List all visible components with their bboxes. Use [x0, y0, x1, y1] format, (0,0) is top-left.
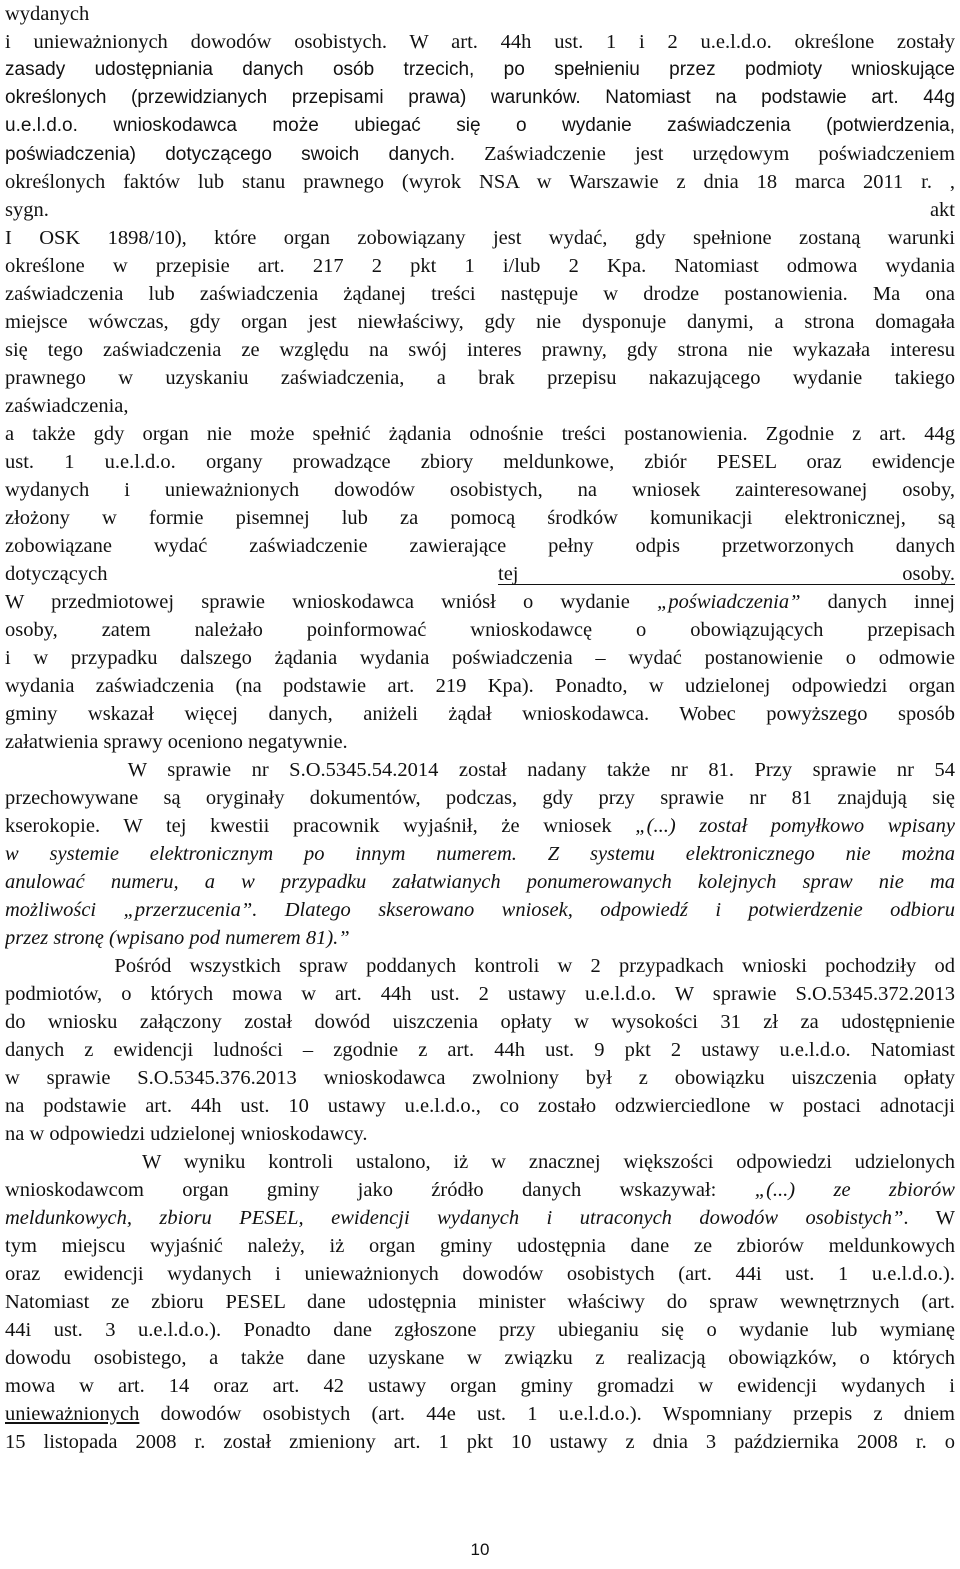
- text-run: wydanych: [5, 3, 90, 25]
- text-run: anulować numeru, a w przypadku załatwianych ponumerowanych kolejnych spraw nie ma: [5, 871, 955, 893]
- text-run: Natomiast ze zbioru PESEL dane udostępnia minister właściwy do spraw wewnętrznych (art.: [5, 1291, 955, 1313]
- text-line: [5, 420, 955, 448]
- text-run: dowodów osobistych (art. 44e ust. 1 u.e.l.d.o.). Wspomniany przepis z dniem: [139, 1403, 955, 1425]
- text-line: [5, 1120, 955, 1148]
- text-line: [5, 364, 955, 392]
- text-run: na w odpowiedzi udzielonej wnioskodawcy.: [5, 1123, 368, 1145]
- text-line: [5, 840, 955, 868]
- text-line: [5, 280, 955, 308]
- text-run: zobowiązane wydać zaświadczenie zawierające pełny odpis przetworzonych danych: [5, 535, 955, 557]
- text-run: podmiotów, o których mowa w art. 44h ust. 2 ustawy u.e.l.d.o. W sprawie S.O.5345.372.2013: [5, 983, 955, 1005]
- text-line: [5, 224, 955, 252]
- text-run: dowodu osobistego, a także dane uzyskane w związku z realizacją obowiązków, o których: [5, 1347, 955, 1369]
- text-run: ust. 1 u.e.l.d.o. organy prowadzące zbiory meldunkowe, zbiór PESEL oraz ewidencje: [5, 451, 955, 473]
- text-line: [5, 896, 955, 924]
- text-line: [5, 952, 955, 980]
- text-line: [5, 1036, 955, 1064]
- text-line: [5, 1232, 955, 1260]
- text-run: możliwości „przerzucenia”. Dlatego skserowano wniosek, odpowiedź i potwierdzenie odbioru: [5, 899, 955, 921]
- text-line: [5, 1064, 955, 1092]
- text-line: [5, 476, 955, 504]
- text-line: [5, 308, 955, 336]
- text-line: [5, 588, 955, 616]
- text-run: danych innej: [800, 591, 955, 613]
- text-line: [5, 1344, 955, 1372]
- text-run: określonych faktów lub stanu prawnego (wyrok NSA w Warszawie z dnia 18 marca 2011 r. ,: [5, 171, 955, 193]
- text-run: u.e.l.d.o. wnioskodawca może ubiegać się o wydanie zaświadczenia (potwierdzenia,: [5, 115, 955, 136]
- text-run: „(...) został pomyłkowo wpisany: [635, 815, 955, 837]
- text-line: [5, 560, 955, 588]
- text-line: [5, 980, 955, 1008]
- text-line: [5, 1148, 955, 1176]
- text-line: [5, 1260, 955, 1288]
- text-run: kserokopie. W tej kwestii pracownik wyjaśnił, że wniosek: [5, 815, 636, 837]
- text-line: [5, 812, 955, 840]
- text-line: [5, 728, 955, 756]
- text-run: się tego zaświadczenia ze względu na swój interes prawny, gdy strona nie wykazała interesu: [5, 339, 955, 361]
- text-run: określonych (przewidzianych przepisami prawa) warunków. Natomiast na podstawie art. 44g: [5, 87, 955, 108]
- text-run: przez stronę (wpisano pod numerem 81).”: [5, 927, 350, 949]
- text-run: a także gdy organ nie może spełnić żądania odnośnie treści postanowienia. Zgodnie z art. 44g: [5, 423, 955, 445]
- text-line: [5, 1372, 955, 1400]
- text-run: przechowywane są oryginały dokumentów, podczas, gdy przy sprawie nr 81 znajdują się: [5, 787, 955, 809]
- text-line: [5, 644, 955, 672]
- text-run: W wyniku kontroli ustalono, iż w znacznej większości odpowiedzi udzielonych: [5, 1151, 955, 1173]
- text-line: [5, 616, 955, 644]
- text-line: [5, 448, 955, 476]
- text-line: [5, 196, 955, 224]
- text-run: oraz ewidencji wydanych i unieważnionych dowodów osobistych (art. 44i ust. 1 u.e.l.d.o.).: [5, 1263, 955, 1285]
- text-run: W przedmiotowej sprawie wnioskodawca wniósł o wydanie: [5, 591, 657, 613]
- text-line: [5, 0, 955, 28]
- text-run: unieważnionych: [5, 1403, 140, 1425]
- text-run: tym miejscu wyjaśnić należy, iż organ gminy udostępnia dane ze zbiorów meldunkowych: [5, 1235, 955, 1257]
- text-run: Pośród wszystkich spraw poddanych kontroli w 2 przypadkach wnioski pochodziły od: [5, 955, 955, 977]
- text-run: w systemie elektronicznym po innym numerem. Z systemu elektronicznego nie można: [5, 843, 955, 865]
- text-line: [5, 868, 955, 896]
- underline-rule: [498, 560, 955, 585]
- text-run: miejsce wówczas, gdy organ jest niewłaściwy, gdy nie dysponuje danymi, a strona domagała: [5, 311, 955, 333]
- text-run: na podstawie art. 44h ust. 10 ustawy u.e.l.d.o., co zostało odzwierciedlone w postaci adnotacji: [5, 1095, 955, 1117]
- text-line: [5, 168, 955, 196]
- text-run: poświadczenia) dotyczącego swoich danych.: [5, 144, 455, 165]
- text-run: wnioskodawcom organ gminy jako źródło danych wskazywał:: [5, 1179, 755, 1201]
- text-run: dotyczących: [5, 563, 108, 585]
- text-run: zaświadczenia lub zaświadczenia żądanej treści następuje w drodze postanowienia. Ma ona: [5, 283, 955, 305]
- text-run: . W: [903, 1207, 955, 1229]
- text-run: prawnego w uzyskaniu zaświadczenia, a brak przepisu nakazującego wydanie takiego: [5, 367, 955, 389]
- text-line: [5, 252, 955, 280]
- text-run: akt: [929, 199, 955, 221]
- text-run: zasady udostępniania danych osób trzecich, po spełnieniu przez podmioty wnioskujące: [5, 59, 955, 80]
- text-run: załatwienia sprawy oceniono negatywnie.: [5, 731, 348, 753]
- text-line: [5, 28, 955, 56]
- text-run: do wniosku załączony został dowód uiszczenia opłaty w wysokości 31 zł za udostępnienie: [5, 1011, 955, 1033]
- text-line: [5, 1288, 955, 1316]
- text-run: wydanych i unieważnionych dowodów osobistych, na wniosek zainteresowanej osoby,: [5, 479, 955, 501]
- text-run: 15 listopada 2008 r. został zmieniony art. 1 pkt 10 ustawy z dnia 3 października 2008 r. o: [5, 1431, 955, 1453]
- text-run: 44i ust. 3 u.e.l.d.o.). Ponadto dane zgłoszone przy ubieganiu się o wydanie lub wymianę: [5, 1319, 955, 1341]
- text-run: wydania zaświadczenia (na podstawie art. 219 Kpa). Ponadto, w udzielonej odpowiedzi organ: [5, 675, 955, 697]
- page-number: 10: [470, 1540, 490, 1559]
- text-run: i w przypadku dalszego żądania wydania poświadczenia – wydać postanowienie o odmowie: [5, 647, 955, 669]
- text-line: [5, 392, 955, 420]
- text-run: zaświadczenia,: [5, 395, 129, 417]
- text-line: [5, 756, 955, 784]
- text-line: [5, 700, 955, 728]
- text-line: [5, 1316, 955, 1344]
- text-line: [5, 1400, 955, 1428]
- text-run: w sprawie S.O.5345.376.2013 wnioskodawca zwolniony był z obowiązku uiszczenia opłaty: [5, 1067, 955, 1089]
- text-line: [5, 84, 955, 112]
- text-run: danych z ewidencji ludności – zgodnie z art. 44h ust. 9 pkt 2 ustawy u.e.l.d.o. Natomiast: [5, 1039, 955, 1061]
- text-line: [5, 56, 955, 84]
- text-run: sygn.: [5, 199, 49, 221]
- text-line: [5, 336, 955, 364]
- text-run: meldunkowych, zbioru PESEL, ewidencji wydanych i utraconych dowodów osobistych”: [5, 1207, 904, 1229]
- text-run: I OSK 1898/10), które organ zobowiązany jest wydać, gdy spełnione zostaną warunki: [5, 227, 955, 249]
- text-run: W sprawie nr S.O.5345.54.2014 został nadany także nr 81. Przy sprawie nr 54: [5, 759, 955, 781]
- text-run: Zaświadczenie jest urzędowym poświadczeniem: [454, 143, 955, 165]
- text-run: mowa w art. 14 oraz art. 42 ustawy organ gminy gromadzi w ewidencji wydanych i: [5, 1375, 955, 1397]
- text-run: „poświadczenia”: [656, 591, 801, 613]
- text-run: „(...) ze zbiorów: [754, 1179, 955, 1201]
- text-line: [5, 112, 955, 140]
- text-run: i unieważnionych dowodów osobistych. W art. 44h ust. 1 i 2 u.e.l.d.o. określone zostały: [5, 31, 955, 53]
- text-line: [5, 1204, 955, 1232]
- text-line: [5, 140, 955, 169]
- text-line: [5, 1008, 955, 1036]
- text-line: [5, 532, 955, 560]
- text-line: [5, 504, 955, 532]
- text-run: złożony w formie pisemnej lub za pomocą środków komunikacji elektronicznej, są: [5, 507, 955, 529]
- text-line: [5, 1428, 955, 1456]
- text-line: [5, 1176, 955, 1204]
- text-run: osoby.: [902, 563, 955, 585]
- text-run: określone w przepisie art. 217 2 pkt 1 i/lub 2 Kpa. Natomiast odmowa wydania: [5, 255, 955, 277]
- text-line: [5, 924, 955, 952]
- text-line: [5, 672, 955, 700]
- text-line: [5, 1092, 955, 1120]
- text-run: osoby, zatem należało poinformować wnioskodawcę o obowiązujących przepisach: [5, 619, 955, 641]
- text-run: gminy wskazał więcej danych, aniżeli żądał wnioskodawca. Wobec powyższego sposób: [5, 703, 955, 725]
- text-line: [5, 784, 955, 812]
- text-run: tej: [498, 563, 519, 585]
